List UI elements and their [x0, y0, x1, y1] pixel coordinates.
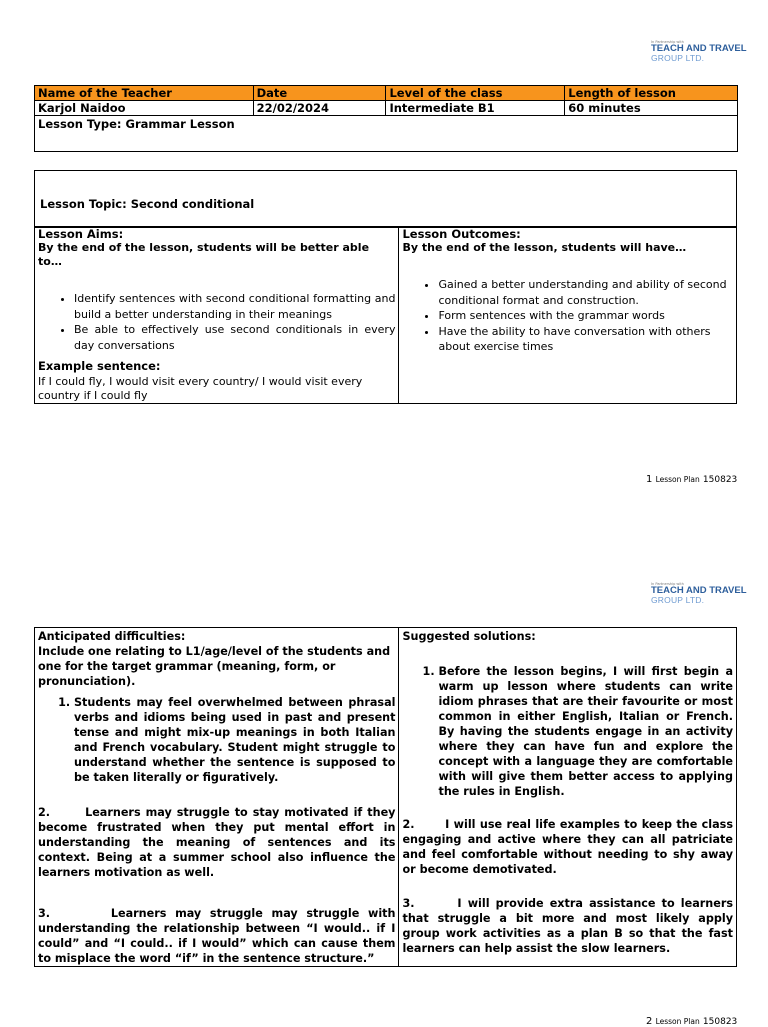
aim-item: • Be able to effectively use second conditionals in every day conversations	[74, 322, 395, 353]
logo-brand-line1: TEACH AND TRAVEL	[651, 585, 747, 596]
solutions-title: Suggested solutions:	[402, 630, 536, 643]
header-level: Level of the class	[386, 86, 565, 101]
aims-intro: By the end of the lesson, students will be better able to…	[38, 241, 370, 268]
page-number: 1	[646, 474, 653, 485]
solution-item	[402, 896, 733, 956]
partner-logo	[651, 40, 747, 74]
page-footer-1	[646, 474, 737, 485]
difficulties-list	[38, 695, 395, 785]
logo-partnership-text: In Partnership with	[651, 40, 684, 44]
difficulty-item	[38, 805, 395, 880]
difficulty-number: 3.	[38, 907, 51, 920]
outcomes-title: Lesson Outcomes:	[402, 227, 521, 241]
logo-brand-line2: GROUP LTD.	[651, 53, 705, 63]
aim-item: • Identify sentences with second conditional formatting and build a better understanding in their meanings	[74, 291, 395, 322]
class-level: Intermediate B1	[386, 101, 565, 116]
info-value-row	[35, 101, 738, 116]
header-date: Date	[253, 86, 386, 101]
solution-text: I will provide extra assistance to learners that struggle a bit more and most likely apply group work activities as a plan B so that the fast learners can help assist the slow learners.	[402, 897, 734, 955]
lesson-type: Lesson Type: Grammar Lesson	[35, 116, 738, 152]
header-teacher: Name of the Teacher	[35, 86, 254, 101]
lesson-aims-cell	[35, 227, 399, 404]
logo-brand-line1: TEACH AND TRAVEL	[651, 43, 747, 54]
aims-list	[38, 291, 395, 353]
solution-item: 1. Before the lesson begins, I will first begin a warm up lesson where students can write idiom phrases that are their favourite or most common in either English, Italian or French. By having the students engage in an activity where they can have fun and explore the concept with a language they are comfortable with will give them better access to applying the rules in English.	[438, 664, 733, 799]
difficulties-intro: Include one relating to L1/age/level of the students and one for the target grammar (meaning, form, or pronunciation).	[38, 645, 391, 688]
footer-code: 150823	[702, 1017, 738, 1027]
aims-outcomes-table	[34, 226, 737, 404]
header-length: Length of lesson	[565, 86, 738, 101]
difficulty-item	[38, 906, 395, 966]
outcome-item: • Gained a better understanding and ability of second conditional format and construction.	[438, 277, 733, 308]
difficulties-solutions-table	[34, 627, 737, 967]
example-sentence: If I could fly, I would visit every country/ I would visit every country if I could fly	[38, 375, 363, 402]
lesson-topic-box	[34, 170, 737, 228]
partner-logo	[651, 582, 747, 616]
outcome-item: • Form sentences with the grammar words	[438, 308, 733, 324]
difficulty-text: Learners may struggle to stay motivated if they become frustrated when they put mental effort in understanding the meaning of sentences and its context. Being at a summer school also influence the learners motivation as well.	[38, 806, 396, 879]
difficulty-item: 1. Students may feel overwhelmed between phrasal verbs and idioms being used in past and present tense and might mix-up meanings in both Italian and French vocabulary. Student might struggle to understand whether the sentence is supposed to be taken literally or figuratively.	[74, 695, 395, 785]
lesson-outcomes-cell	[399, 227, 737, 404]
difficulty-text: Learners may struggle may struggle with understanding the relationship between “I would.. if I could” and “I could.. if I would” which can cause them to misplace the word “if” in the sentence structure.”	[38, 907, 396, 965]
aims-title: Lesson Aims:	[38, 227, 124, 241]
solution-number: 3.	[402, 897, 415, 910]
footer-label: Lesson Plan	[655, 1017, 700, 1026]
solution-number: 2.	[402, 818, 415, 831]
page-footer-2	[646, 1016, 737, 1027]
page-number: 2	[646, 1016, 653, 1027]
info-header-row	[35, 86, 738, 101]
lesson-topic: Lesson Topic: Second conditional	[40, 197, 255, 211]
lesson-date: 22/02/2024	[253, 101, 386, 116]
footer-label: Lesson Plan	[655, 475, 700, 484]
logo-brand-line2: GROUP LTD.	[651, 595, 705, 605]
example-title: Example sentence:	[38, 359, 161, 373]
solution-item	[402, 817, 733, 877]
lesson-info-table	[34, 85, 738, 152]
solutions-list	[402, 664, 733, 799]
difficulties-cell	[35, 628, 399, 967]
difficulty-number: 2.	[38, 806, 51, 819]
solutions-cell	[399, 628, 737, 967]
solution-text: I will use real life examples to keep the class engaging and active where they can all patriciate and feel comfortable without needing to shy away or become demotivated.	[402, 818, 733, 876]
teacher-name: Karjol Naidoo	[35, 101, 254, 116]
outcomes-list	[402, 277, 733, 355]
difficulties-title: Anticipated difficulties:	[38, 630, 186, 643]
logo-partnership-text: In Partnership with	[651, 582, 684, 586]
outcome-item: • Have the ability to have conversation with others about exercise times	[438, 324, 733, 355]
lesson-length: 60 minutes	[565, 101, 738, 116]
outcomes-intro: By the end of the lesson, students will have…	[402, 241, 687, 254]
footer-code: 150823	[702, 475, 738, 485]
